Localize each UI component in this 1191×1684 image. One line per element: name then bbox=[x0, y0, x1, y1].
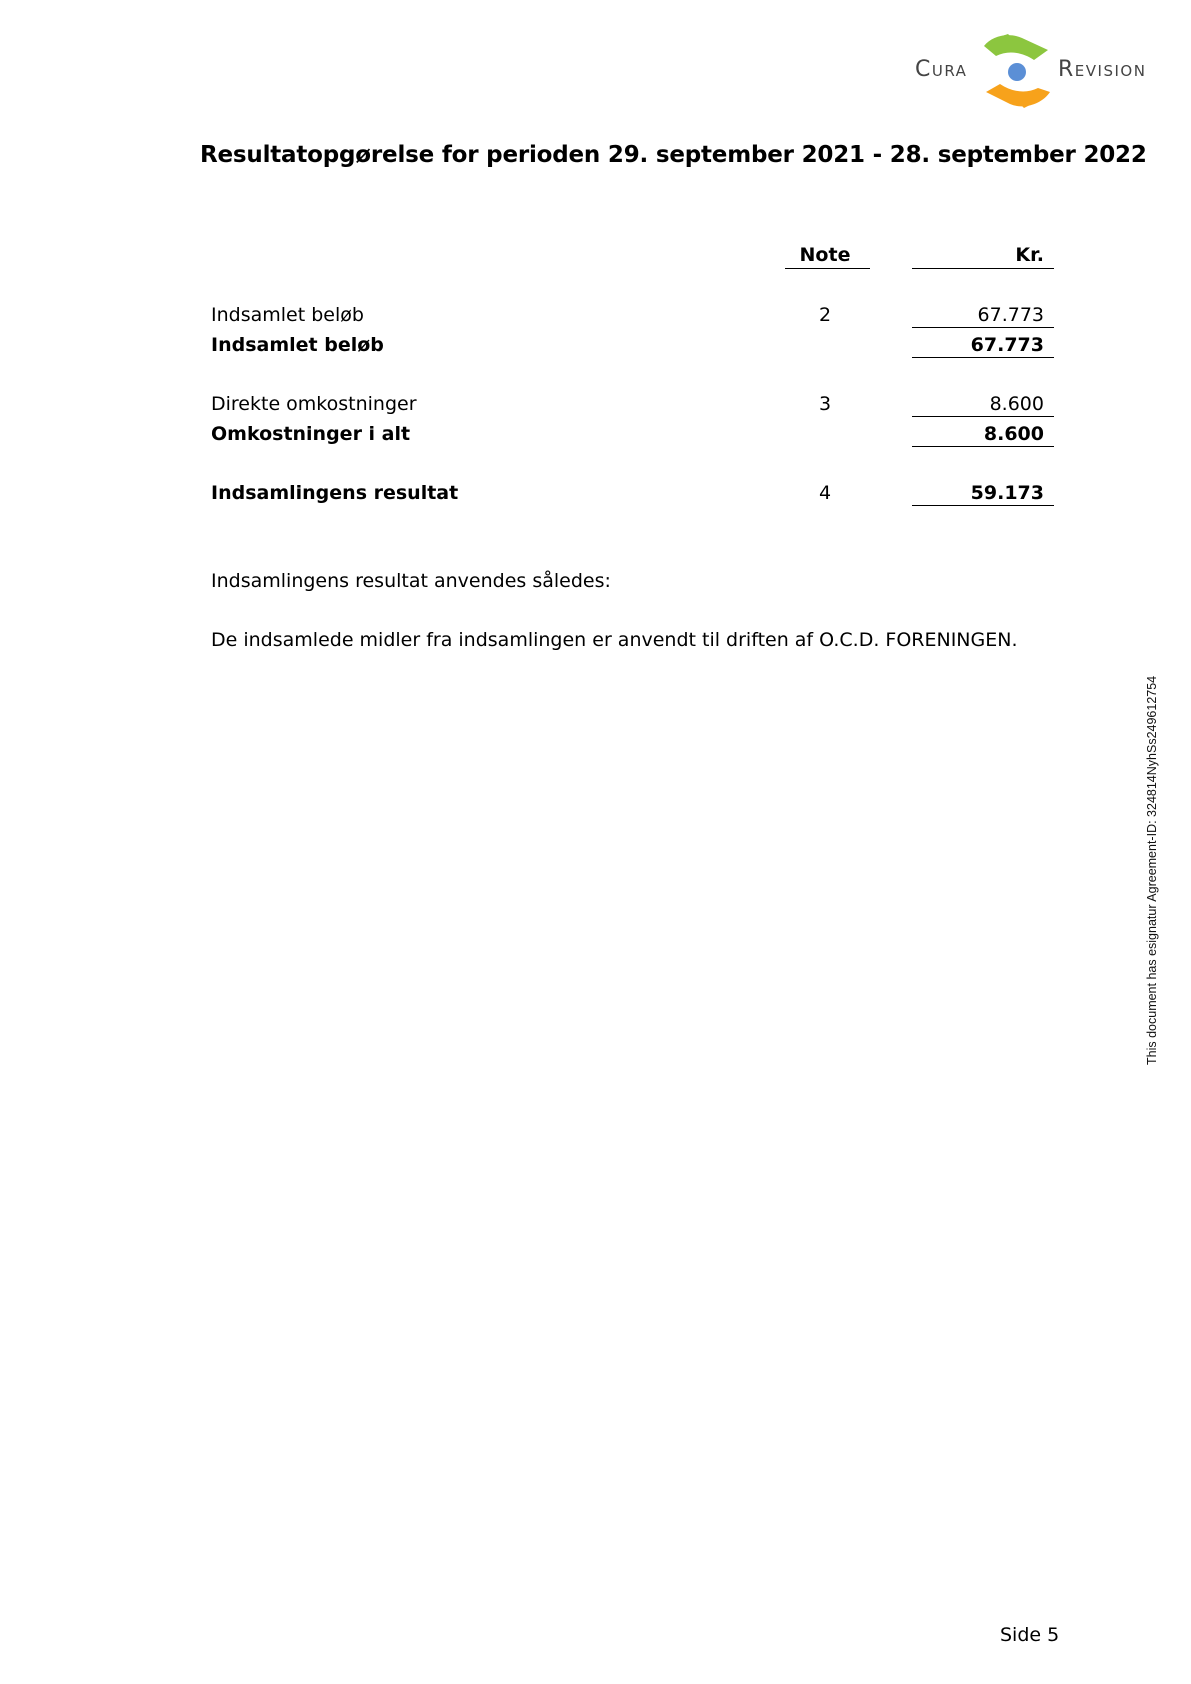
amount-rule bbox=[912, 327, 1054, 328]
page-title: Resultatopgørelse for perioden 29. september 2021 - 28. september 2022 bbox=[200, 142, 1147, 168]
row-label: Indsamlet beløb bbox=[211, 304, 364, 326]
row-label: Omkostninger i alt bbox=[211, 423, 411, 445]
note-header-rule bbox=[785, 268, 870, 269]
logo-text-revision: Revision bbox=[1058, 57, 1147, 82]
row-amount: 8.600 bbox=[989, 393, 1044, 415]
esignatur-agreement-id: This document has esignatur Agreement-ID: 324814NyhSs249612754 bbox=[1145, 675, 1159, 1065]
note-column-header: Note bbox=[799, 244, 851, 266]
cura-revision-logo-icon bbox=[978, 28, 1056, 114]
row-note: 2 bbox=[818, 304, 832, 326]
page-number: Side 5 bbox=[1000, 1624, 1060, 1646]
result-usage-heading: Indsamlingens resultat anvendes således: bbox=[211, 570, 611, 592]
amount-rule bbox=[912, 416, 1054, 417]
amount-rule bbox=[912, 446, 1054, 447]
amount-column-header: Kr. bbox=[1015, 244, 1044, 266]
amount-rule bbox=[912, 357, 1054, 358]
row-label: Indsamlet beløb bbox=[211, 334, 384, 356]
row-label: Direkte omkostninger bbox=[211, 393, 417, 415]
row-amount: 8.600 bbox=[983, 423, 1044, 445]
row-amount: 67.773 bbox=[970, 334, 1044, 356]
logo-text-cura: Cura bbox=[915, 57, 968, 82]
amount-rule bbox=[912, 505, 1054, 506]
row-note: 4 bbox=[818, 482, 832, 504]
row-note: 3 bbox=[818, 393, 832, 415]
row-amount: 59.173 bbox=[970, 482, 1044, 504]
amount-header-rule bbox=[912, 268, 1054, 269]
result-usage-text: De indsamlede midler fra indsamlingen er anvendt til driften af O.C.D. FORENINGEN. bbox=[211, 629, 1018, 651]
row-label: Indsamlingens resultat bbox=[211, 482, 459, 504]
row-amount: 67.773 bbox=[977, 304, 1044, 326]
